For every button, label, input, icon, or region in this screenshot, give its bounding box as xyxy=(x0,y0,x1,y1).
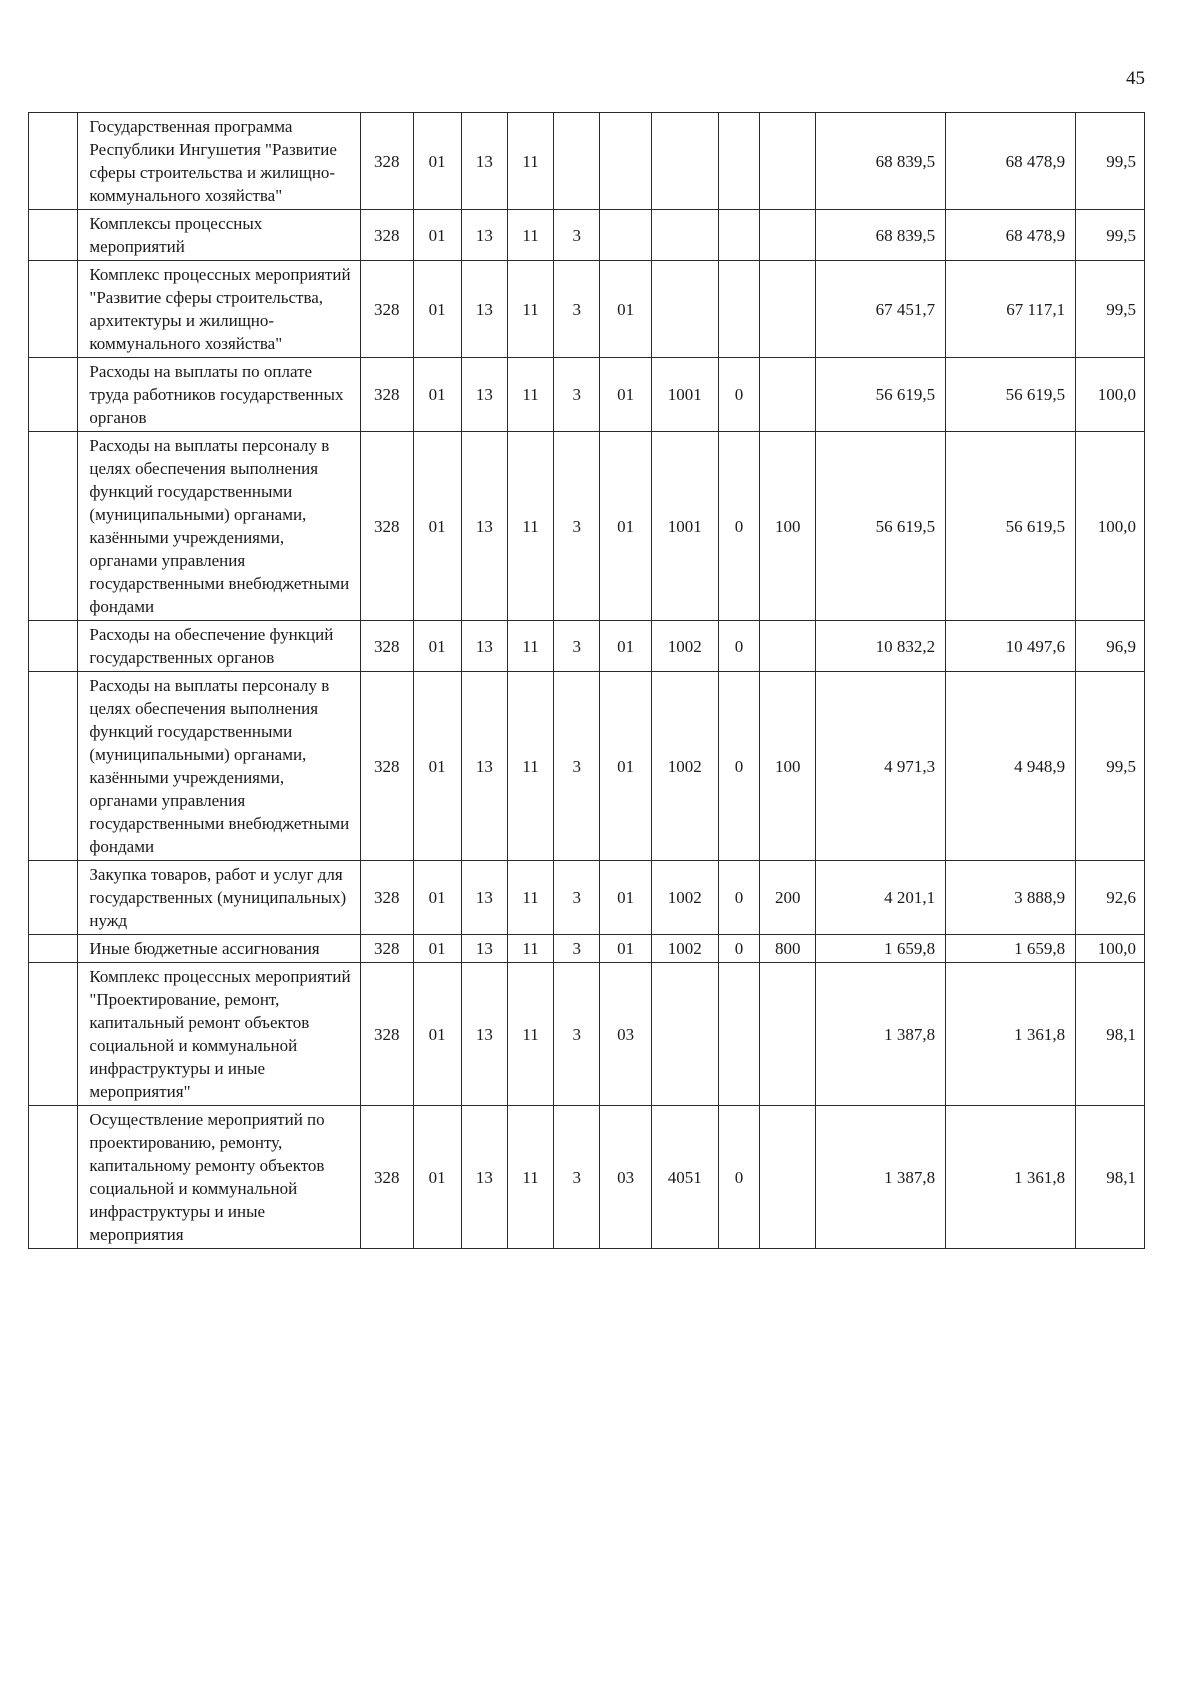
row-number-cell xyxy=(29,963,78,1106)
item-name: Закупка товаров, работ и услуг для государственных (муниципальных) нужд xyxy=(78,861,360,935)
item-name: Осуществление мероприятий по проектированию, ремонту, капитальному ремонту объектов социальной и коммунальной инфраструктуры и иные мероприятия xyxy=(78,1106,360,1249)
actual-amount: 1 361,8 xyxy=(946,1106,1076,1249)
section-code: 01 xyxy=(413,1106,461,1249)
page-number: 45 xyxy=(1126,68,1145,89)
actual-amount: 1 361,8 xyxy=(946,963,1076,1106)
row-number-cell xyxy=(29,432,78,621)
program-code: 11 xyxy=(508,261,554,358)
item-name: Расходы на выплаты персоналу в целях обеспечения выполнения функций государственными (муниципальными) органами, казёнными учреждениями, органами управления государственными внебюджетными фондами xyxy=(78,672,360,861)
program-code: 11 xyxy=(508,963,554,1106)
item-name: Государственная программа Республики Ингушетия "Развитие сферы строительства и жилищно-коммунального хозяйства" xyxy=(78,113,360,210)
execution-percent: 100,0 xyxy=(1076,358,1145,432)
section-code: 01 xyxy=(413,621,461,672)
execution-percent: 96,9 xyxy=(1076,621,1145,672)
program-type-code: 3 xyxy=(554,210,600,261)
row-number-cell xyxy=(29,672,78,861)
plan-amount: 68 839,5 xyxy=(816,210,946,261)
program-type-code: 3 xyxy=(554,1106,600,1249)
program-code: 11 xyxy=(508,432,554,621)
item-name: Комплексы процессных мероприятий xyxy=(78,210,360,261)
actual-amount: 10 497,6 xyxy=(946,621,1076,672)
section-code: 01 xyxy=(413,261,461,358)
row-number-cell xyxy=(29,1106,78,1249)
actual-amount: 68 478,9 xyxy=(946,210,1076,261)
table-row xyxy=(29,935,1145,963)
expense-type-code: 200 xyxy=(760,861,816,935)
program-type-code: 3 xyxy=(554,432,600,621)
table-row xyxy=(29,210,1145,261)
direction-code xyxy=(651,210,718,261)
ministry-code: 328 xyxy=(360,963,413,1106)
program-code: 11 xyxy=(508,621,554,672)
direction-code: 1002 xyxy=(651,672,718,861)
program-code: 11 xyxy=(508,935,554,963)
program-type-code: 3 xyxy=(554,935,600,963)
ministry-code: 328 xyxy=(360,935,413,963)
row-number-cell xyxy=(29,261,78,358)
direction-code: 1001 xyxy=(651,432,718,621)
direction-code: 1002 xyxy=(651,935,718,963)
ministry-code: 328 xyxy=(360,432,413,621)
actual-amount: 68 478,9 xyxy=(946,113,1076,210)
item-name: Иные бюджетные ассигнования xyxy=(78,935,360,963)
ministry-code: 328 xyxy=(360,672,413,861)
complex-code: 01 xyxy=(600,621,652,672)
plan-amount: 1 387,8 xyxy=(816,963,946,1106)
subsection-code: 13 xyxy=(461,261,507,358)
complex-code: 03 xyxy=(600,963,652,1106)
subdirection-code: 0 xyxy=(718,935,760,963)
expense-type-code xyxy=(760,113,816,210)
subdirection-code: 0 xyxy=(718,621,760,672)
subsection-code: 13 xyxy=(461,672,507,861)
expense-type-code: 800 xyxy=(760,935,816,963)
ministry-code: 328 xyxy=(360,210,413,261)
execution-percent: 100,0 xyxy=(1076,935,1145,963)
program-type-code: 3 xyxy=(554,672,600,861)
program-code: 11 xyxy=(508,113,554,210)
plan-amount: 56 619,5 xyxy=(816,358,946,432)
ministry-code: 328 xyxy=(360,1106,413,1249)
row-number-cell xyxy=(29,113,78,210)
table-row xyxy=(29,963,1145,1106)
expense-type-code: 100 xyxy=(760,672,816,861)
program-type-code: 3 xyxy=(554,621,600,672)
item-name: Расходы на обеспечение функций государственных органов xyxy=(78,621,360,672)
complex-code xyxy=(600,113,652,210)
direction-code: 4051 xyxy=(651,1106,718,1249)
program-code: 11 xyxy=(508,1106,554,1249)
row-number-cell xyxy=(29,210,78,261)
expense-type-code xyxy=(760,621,816,672)
complex-code: 01 xyxy=(600,261,652,358)
section-code: 01 xyxy=(413,935,461,963)
subdirection-code: 0 xyxy=(718,432,760,621)
actual-amount: 67 117,1 xyxy=(946,261,1076,358)
complex-code: 01 xyxy=(600,432,652,621)
expense-type-code xyxy=(760,1106,816,1249)
program-type-code xyxy=(554,113,600,210)
table-row xyxy=(29,1106,1145,1249)
section-code: 01 xyxy=(413,113,461,210)
subsection-code: 13 xyxy=(461,935,507,963)
direction-code: 1002 xyxy=(651,621,718,672)
program-code: 11 xyxy=(508,672,554,861)
section-code: 01 xyxy=(413,432,461,621)
direction-code: 1002 xyxy=(651,861,718,935)
table-row xyxy=(29,261,1145,358)
execution-percent: 98,1 xyxy=(1076,1106,1145,1249)
execution-percent: 100,0 xyxy=(1076,432,1145,621)
program-type-code: 3 xyxy=(554,963,600,1106)
program-code: 11 xyxy=(508,861,554,935)
item-name: Комплекс процессных мероприятий "Проектирование, ремонт, капитальный ремонт объектов социальной и коммунальной инфраструктуры и иные мероприятия" xyxy=(78,963,360,1106)
ministry-code: 328 xyxy=(360,621,413,672)
subsection-code: 13 xyxy=(461,861,507,935)
program-type-code: 3 xyxy=(554,861,600,935)
execution-percent: 99,5 xyxy=(1076,113,1145,210)
execution-percent: 99,5 xyxy=(1076,210,1145,261)
section-code: 01 xyxy=(413,672,461,861)
plan-amount: 67 451,7 xyxy=(816,261,946,358)
section-code: 01 xyxy=(413,210,461,261)
ministry-code: 328 xyxy=(360,113,413,210)
subdirection-code: 0 xyxy=(718,358,760,432)
subdirection-code xyxy=(718,261,760,358)
actual-amount: 56 619,5 xyxy=(946,432,1076,621)
actual-amount: 3 888,9 xyxy=(946,861,1076,935)
row-number-cell xyxy=(29,935,78,963)
subsection-code: 13 xyxy=(461,432,507,621)
subsection-code: 13 xyxy=(461,113,507,210)
subsection-code: 13 xyxy=(461,1106,507,1249)
complex-code xyxy=(600,210,652,261)
table-row xyxy=(29,672,1145,861)
plan-amount: 4 201,1 xyxy=(816,861,946,935)
table-row xyxy=(29,621,1145,672)
subdirection-code: 0 xyxy=(718,861,760,935)
subsection-code: 13 xyxy=(461,358,507,432)
complex-code: 01 xyxy=(600,358,652,432)
execution-percent: 92,6 xyxy=(1076,861,1145,935)
subdirection-code xyxy=(718,963,760,1106)
direction-code: 1001 xyxy=(651,358,718,432)
direction-code xyxy=(651,963,718,1106)
row-number-cell xyxy=(29,861,78,935)
subdirection-code: 0 xyxy=(718,672,760,861)
table-row xyxy=(29,358,1145,432)
item-name: Расходы на выплаты персоналу в целях обеспечения выполнения функций государственными (муниципальными) органами, казёнными учреждениями, органами управления государственными внебюджетными фондами xyxy=(78,432,360,621)
plan-amount: 1 659,8 xyxy=(816,935,946,963)
subsection-code: 13 xyxy=(461,210,507,261)
row-number-cell xyxy=(29,621,78,672)
expense-type-code: 100 xyxy=(760,432,816,621)
item-name: Комплекс процессных мероприятий "Развитие сферы строительства, архитектуры и жилищно-коммунального хозяйства" xyxy=(78,261,360,358)
program-type-code: 3 xyxy=(554,358,600,432)
actual-amount: 1 659,8 xyxy=(946,935,1076,963)
section-code: 01 xyxy=(413,963,461,1106)
direction-code xyxy=(651,113,718,210)
subsection-code: 13 xyxy=(461,621,507,672)
plan-amount: 10 832,2 xyxy=(816,621,946,672)
complex-code: 01 xyxy=(600,861,652,935)
plan-amount: 68 839,5 xyxy=(816,113,946,210)
complex-code: 01 xyxy=(600,935,652,963)
program-code: 11 xyxy=(508,358,554,432)
plan-amount: 1 387,8 xyxy=(816,1106,946,1249)
ministry-code: 328 xyxy=(360,861,413,935)
execution-percent: 99,5 xyxy=(1076,261,1145,358)
subdirection-code xyxy=(718,210,760,261)
table-row xyxy=(29,113,1145,210)
item-name: Расходы на выплаты по оплате труда работников государственных органов xyxy=(78,358,360,432)
execution-percent: 99,5 xyxy=(1076,672,1145,861)
execution-percent: 98,1 xyxy=(1076,963,1145,1106)
section-code: 01 xyxy=(413,358,461,432)
actual-amount: 4 948,9 xyxy=(946,672,1076,861)
actual-amount: 56 619,5 xyxy=(946,358,1076,432)
expense-type-code xyxy=(760,358,816,432)
complex-code: 03 xyxy=(600,1106,652,1249)
subsection-code: 13 xyxy=(461,963,507,1106)
expense-type-code xyxy=(760,261,816,358)
subdirection-code: 0 xyxy=(718,1106,760,1249)
section-code: 01 xyxy=(413,861,461,935)
program-type-code: 3 xyxy=(554,261,600,358)
expense-type-code xyxy=(760,210,816,261)
table-row xyxy=(29,861,1145,935)
row-number-cell xyxy=(29,358,78,432)
program-code: 11 xyxy=(508,210,554,261)
ministry-code: 328 xyxy=(360,358,413,432)
direction-code xyxy=(651,261,718,358)
budget-table xyxy=(28,112,1145,1249)
subdirection-code xyxy=(718,113,760,210)
table-row xyxy=(29,432,1145,621)
plan-amount: 56 619,5 xyxy=(816,432,946,621)
ministry-code: 328 xyxy=(360,261,413,358)
expense-type-code xyxy=(760,963,816,1106)
complex-code: 01 xyxy=(600,672,652,861)
plan-amount: 4 971,3 xyxy=(816,672,946,861)
